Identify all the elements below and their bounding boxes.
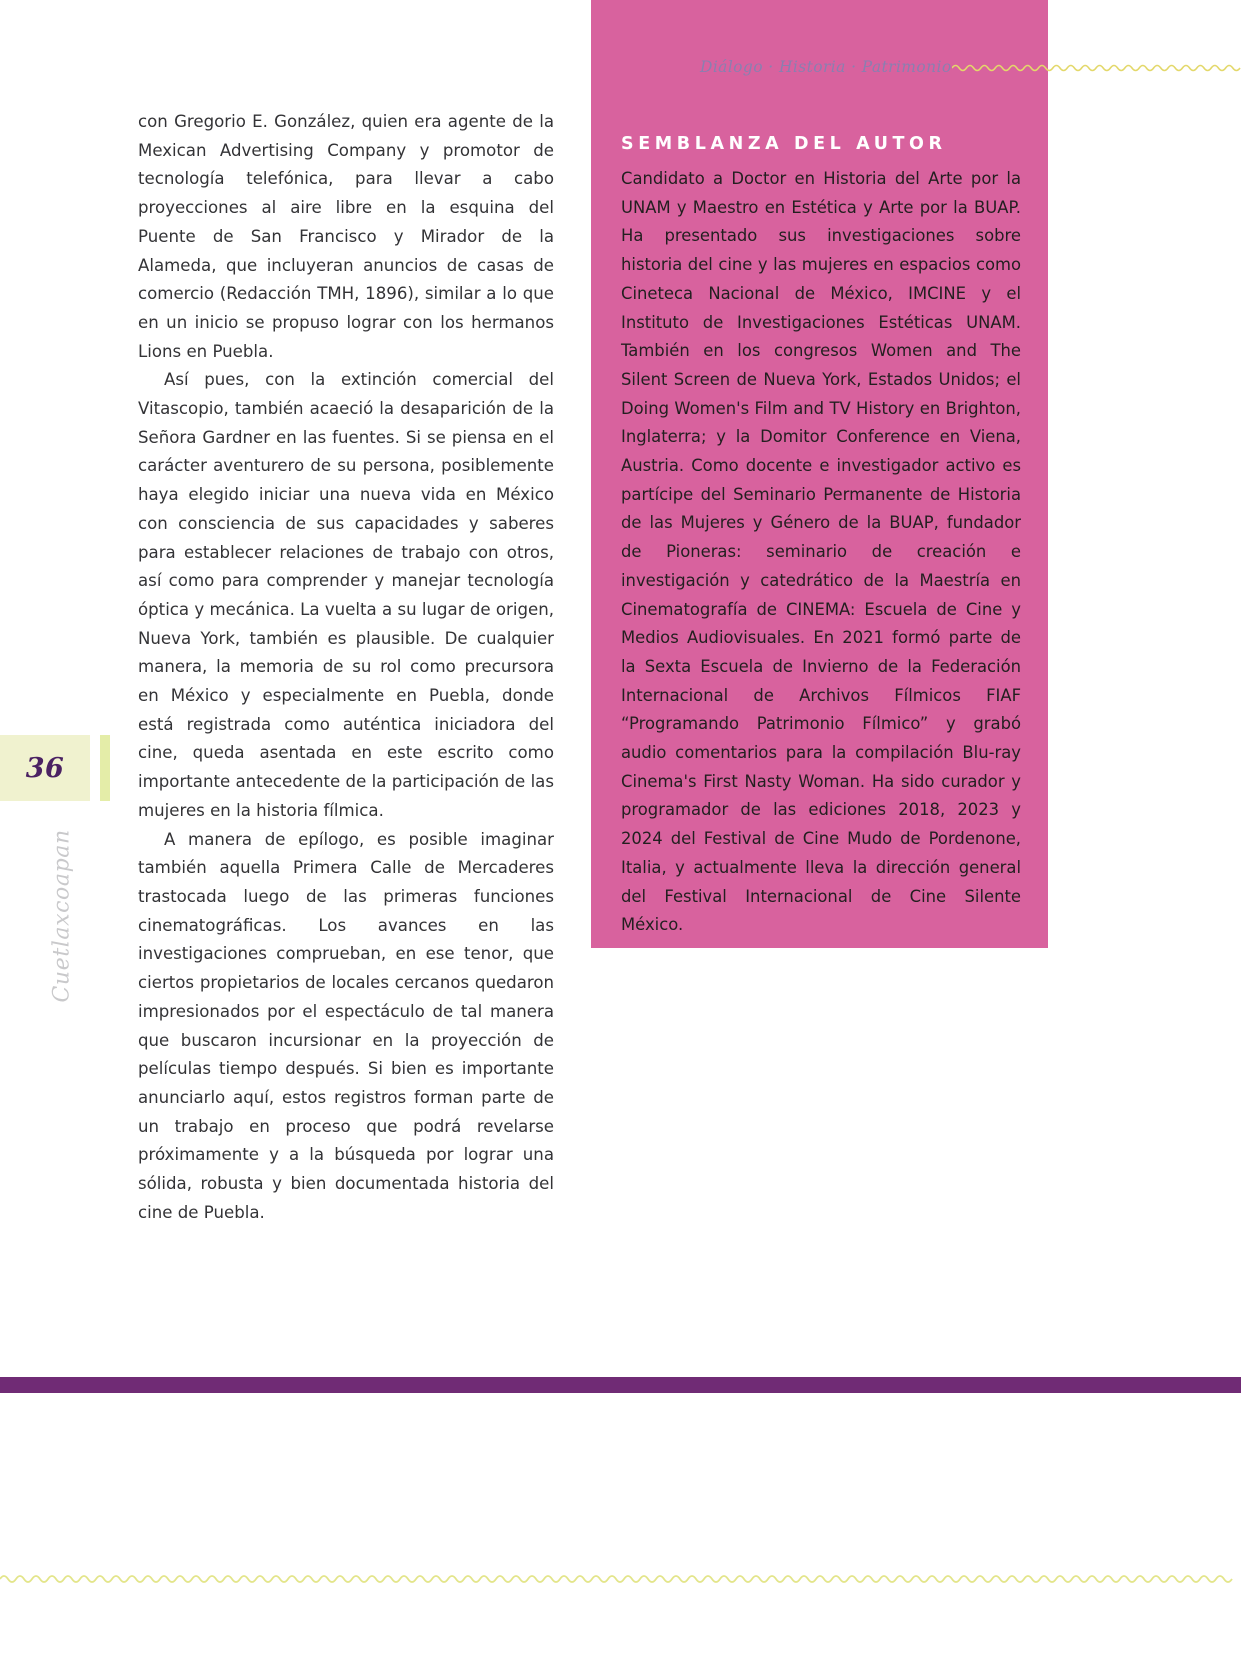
semblanza-heading: SEMBLANZA DEL AUTOR [621,134,947,154]
page-number: 36 [25,752,65,784]
footer-purple-bar [0,1377,1241,1393]
header-wave-decoration [952,60,1241,76]
footer-wave-decoration [0,1570,1241,1588]
running-head: Diálogo · Historia · Patrimonio [700,58,952,76]
article-paragraph: Así pues, con la extinción comercial del Vitascopio, también acaeció la desaparición de la Señora Gardner en las fuentes. Si se piensa en el carácter aventurero de su persona, posiblemente haya elegido iniciar una nueva vida en México con consciencia de sus capacidades y saberes para establecer relaciones de trabajo con otros, así como para comprender y manejar tecnología óptica y mecánica. La vuelta a su lugar de origen, Nueva York, también es plausible. De cualquier manera, la memoria de su rol como precursora en México y especialmente en Puebla, donde está registrada como auténtica iniciadora del cine, queda asentada en este escrito como importante antecedente de la participación de las mujeres en la historia fílmica. [138,370,554,820]
semblanza-body: Candidato a Doctor en Historia del Arte por la UNAM y Maestro en Estética y Arte por la BUAP. Ha presentado sus investigaciones sobre historia del cine y las mujeres en espacios como Cineteca Nacional de México, IMCINE y el Instituto de Investigaciones Estéticas UNAM. También en los congresos Women and The Silent Screen de Nueva York, Estados Unidos; el Doing Women's Film and TV History en Brighton, Inglaterra; y la Domitor Conference en Viena, Austria. Como docente e investigador activo es partícipe del Seminario Permanente de Historia de las Mujeres y Género de la BUAP, fundador de Pioneras: seminario de creación e investigación y catedrático de la Maestría en Cinematografía de CINEMA: Escuela de Cine y Medios Audiovisuales. En 2021 formó parte de la Sexta Escuela de Invierno de la Federación Internacional de Archivos Fílmicos FIAF “Programando Patrimonio Fílmico” y grabó audio comentarios para la compilación Blu-ray Cinema's First Nasty Woman. Ha sido curador y programador de las ediciones 2018, 2023 y 2024 del Festival de Cine Mudo de Pordenone, Italia, y actualmente lleva la dirección general del Festival Internacional de Cine Silente México. [621,169,1021,935]
semblanza-content [621,134,1021,940]
page-number-accent-tab [100,735,110,801]
article-paragraph: con Gregorio E. González, quien era agente de la Mexican Advertising Company y promotor de tecnología telefónica, para llevar a cabo proyecciones al aire libre en la esquina del Puente de San Francisco y Mirador de la Alameda, que incluyeran anuncios de casas de comercio (Redacción TMH, 1896), similar a lo que en un inicio se propuso lograr con los hermanos Lions en Puebla. [138,112,554,361]
journal-title-vertical: Cuetlaxcoapan [49,829,75,1003]
article-paragraph: A manera de epílogo, es posible imaginar también aquella Primera Calle de Mercaderes trastocada luego de las primeras funciones cinematográficas. Los avances en las investigaciones comprueban, en ese tenor, que ciertos propietarios de locales cercanos quedaron impresionados por el espectáculo de tal manera que buscaron incursionar en la proyección de películas tiempo después. Si bien es importante anunciarlo aquí, estos registros forman parte de un trabajo en proceso que podrá revelarse próximamente y a la búsqueda por lograr una sólida, robusta y bien documentada historia del cine de Puebla. [138,829,554,1222]
article-text-column [138,108,554,1227]
page-number-box [0,735,90,801]
